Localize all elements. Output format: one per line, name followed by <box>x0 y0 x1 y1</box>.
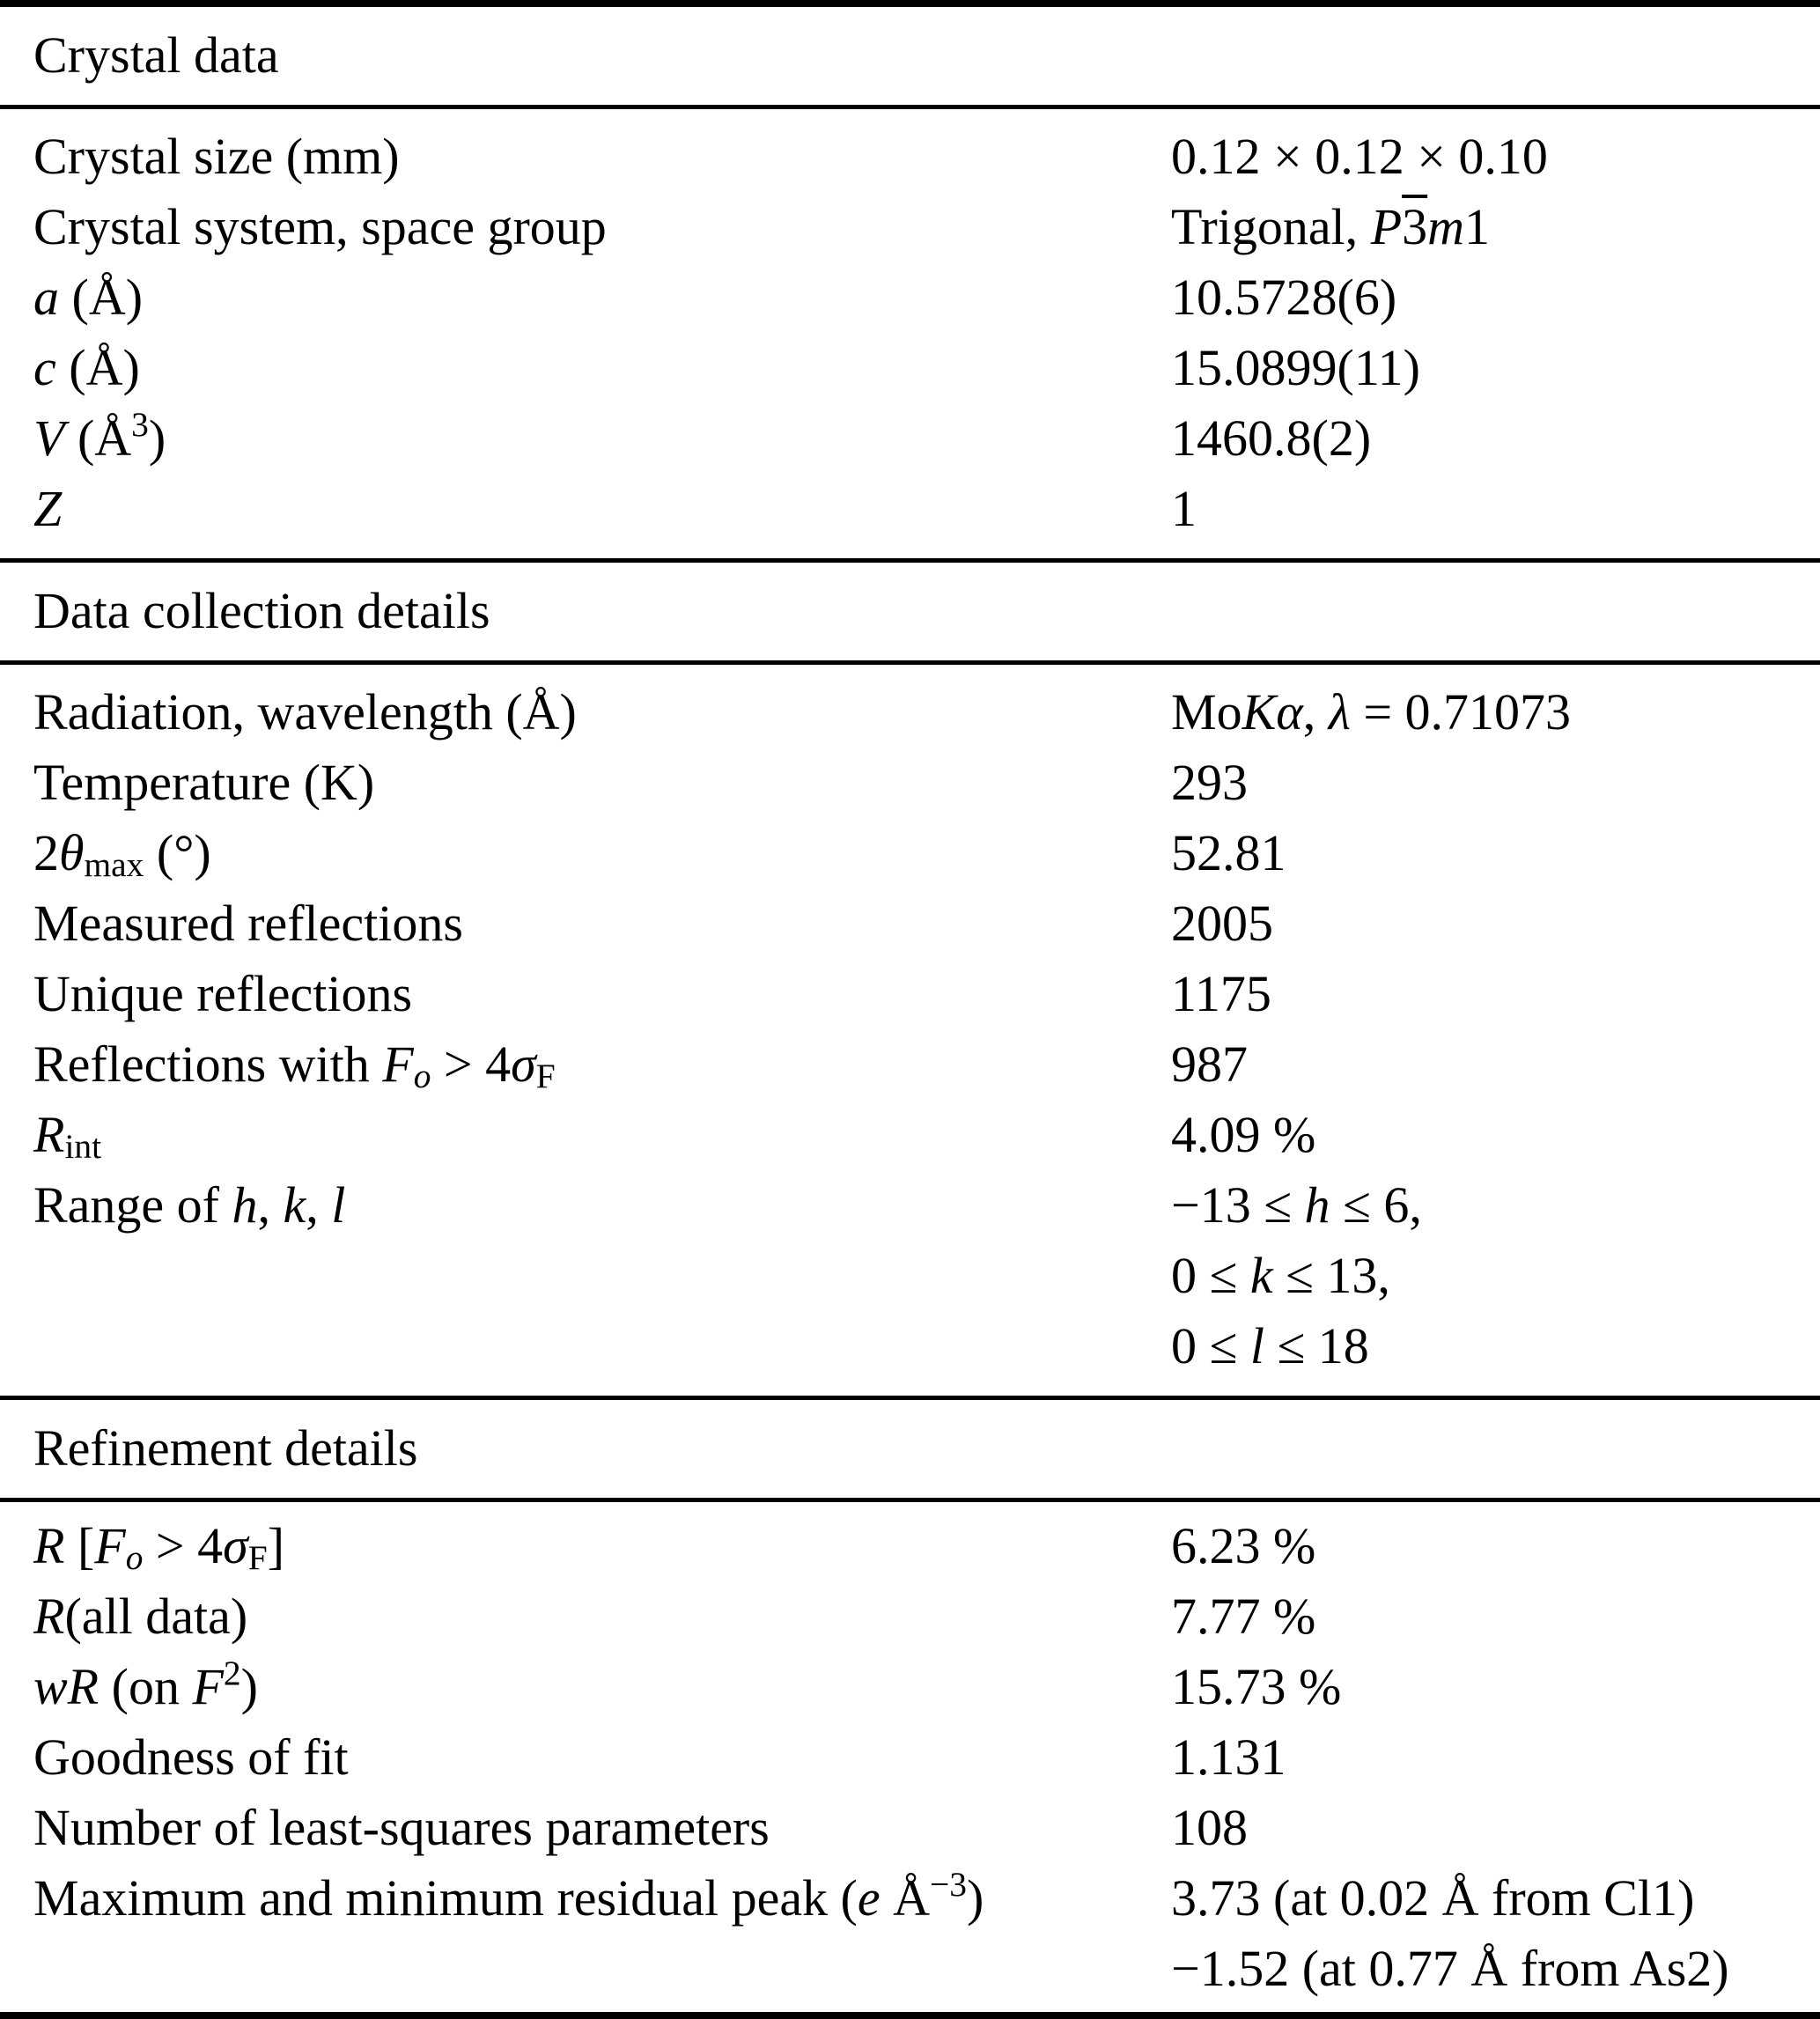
row-value-line: 10.5728(6) <box>1171 269 1397 326</box>
row-value <box>1171 403 1820 474</box>
section-title-crystal-data: Crystal data <box>33 26 279 84</box>
table-row <box>0 1100 1820 1170</box>
row-value <box>1171 122 1820 192</box>
row-value <box>1171 1793 1820 1863</box>
row-label: Reflections with $F_o > 4\sigma_F$ <box>33 1035 556 1096</box>
table-row <box>0 1511 1820 1581</box>
row-value <box>1171 333 1820 403</box>
table-row <box>0 122 1820 192</box>
section-rows-crystal-data <box>0 109 1820 558</box>
row-label: Radiation, wavelength (Å) <box>33 683 577 741</box>
row-label: R $[F_o > 4\sigma_F]$ <box>33 1517 285 1578</box>
row-label: Number of least-squares parameters <box>33 1799 770 1856</box>
row-label: Crystal size (mm) <box>33 128 400 185</box>
table-row <box>0 192 1820 262</box>
section-rows-refinement <box>0 1502 1820 2004</box>
row-label: Measured reflections <box>33 895 463 952</box>
section-rows-data-collection <box>0 665 1820 1396</box>
table-row <box>0 1722 1820 1793</box>
row-value-line: 0 ≤ l ≤ 18 <box>1171 1317 1369 1374</box>
row-value <box>1171 1581 1820 1652</box>
table-rule-bottom <box>0 2012 1820 2019</box>
row-value-line: −13 ≤ h ≤ 6, <box>1171 1176 1422 1234</box>
row-label: Z <box>33 480 63 537</box>
row-value-line: 2005 <box>1171 895 1273 952</box>
table-row <box>0 403 1820 474</box>
row-value <box>1171 1722 1820 1793</box>
row-value-line: −1.52 (at 0.77 Å from As2) <box>1171 1940 1729 1997</box>
row-value-line: 4.09 % <box>1171 1106 1316 1163</box>
row-value-line: Trigonal, P3m1 <box>1171 198 1491 255</box>
row-value-line: 1.131 <box>1171 1728 1286 1786</box>
row-value <box>1171 818 1820 888</box>
row-value <box>1171 888 1820 959</box>
table-row <box>0 1029 1820 1100</box>
table-row <box>0 748 1820 818</box>
row-value-line: 15.0899(11) <box>1171 339 1420 396</box>
row-value <box>1171 1863 1820 2004</box>
row-value <box>1171 262 1820 333</box>
table-row <box>0 818 1820 888</box>
row-value-line: 1460.8(2) <box>1171 409 1372 467</box>
row-value <box>1171 1652 1820 1722</box>
table-row <box>0 888 1820 959</box>
row-label: V $(Å^3)$ <box>33 405 166 467</box>
row-value-line: 1175 <box>1171 965 1271 1022</box>
table-row <box>0 262 1820 333</box>
row-value <box>1171 1170 1820 1382</box>
row-value-line: 987 <box>1171 1035 1248 1093</box>
row-label: a (Å) <box>33 269 144 326</box>
row-label: R(all data) <box>33 1588 248 1645</box>
table-row <box>0 959 1820 1029</box>
table-row <box>0 333 1820 403</box>
row-label: Unique reflections <box>33 965 413 1022</box>
table-row <box>0 677 1820 748</box>
row-label: $2\theta_{max}$ (°) <box>33 824 211 885</box>
row-value-line: 1 <box>1171 480 1197 537</box>
row-label: Goodness of fit <box>33 1728 349 1786</box>
row-value-line: 6.23 % <box>1171 1517 1316 1574</box>
row-value <box>1171 474 1820 544</box>
row-value-line: 0.12 × 0.12 × 0.10 <box>1171 128 1548 185</box>
row-value <box>1171 1511 1820 1581</box>
section-title-refinement: Refinement details <box>33 1419 418 1477</box>
row-value-line: MoKα, λ = 0.71073 <box>1171 683 1572 741</box>
row-value-line: 15.73 % <box>1171 1658 1342 1715</box>
row-value-line: 52.81 <box>1171 824 1286 881</box>
table-rule-top <box>0 0 1820 7</box>
row-value <box>1171 677 1820 748</box>
row-value-line: 3.73 (at 0.02 Å from Cl1) <box>1171 1869 1695 1927</box>
row-label: c (Å) <box>33 339 140 396</box>
row-value <box>1171 192 1820 262</box>
row-value-line: 0 ≤ k ≤ 13, <box>1171 1247 1390 1304</box>
table-row <box>0 1170 1820 1382</box>
row-value-line: 108 <box>1171 1799 1248 1856</box>
row-value <box>1171 1100 1820 1170</box>
table-row <box>0 1793 1820 1863</box>
table-row <box>0 1863 1820 2004</box>
row-label: Maximum and minimum residual peak (e $Å^{-3}$) <box>33 1865 984 1927</box>
row-label: Range of h, k, l <box>33 1176 346 1234</box>
row-label: wR (on $F^2$) <box>33 1654 258 1715</box>
row-value <box>1171 959 1820 1029</box>
table-row <box>0 1652 1820 1722</box>
row-value <box>1171 1029 1820 1100</box>
table-row <box>0 1581 1820 1652</box>
section-title-data-collection: Data collection details <box>33 582 490 639</box>
row-label: Temperature (K) <box>33 754 375 811</box>
table-row <box>0 474 1820 544</box>
row-label: Crystal system, space group <box>33 198 607 255</box>
row-value-line: 293 <box>1171 754 1248 811</box>
row-value-line: 7.77 % <box>1171 1588 1316 1645</box>
row-value <box>1171 748 1820 818</box>
row-label: $R_{int}$ <box>33 1106 102 1167</box>
